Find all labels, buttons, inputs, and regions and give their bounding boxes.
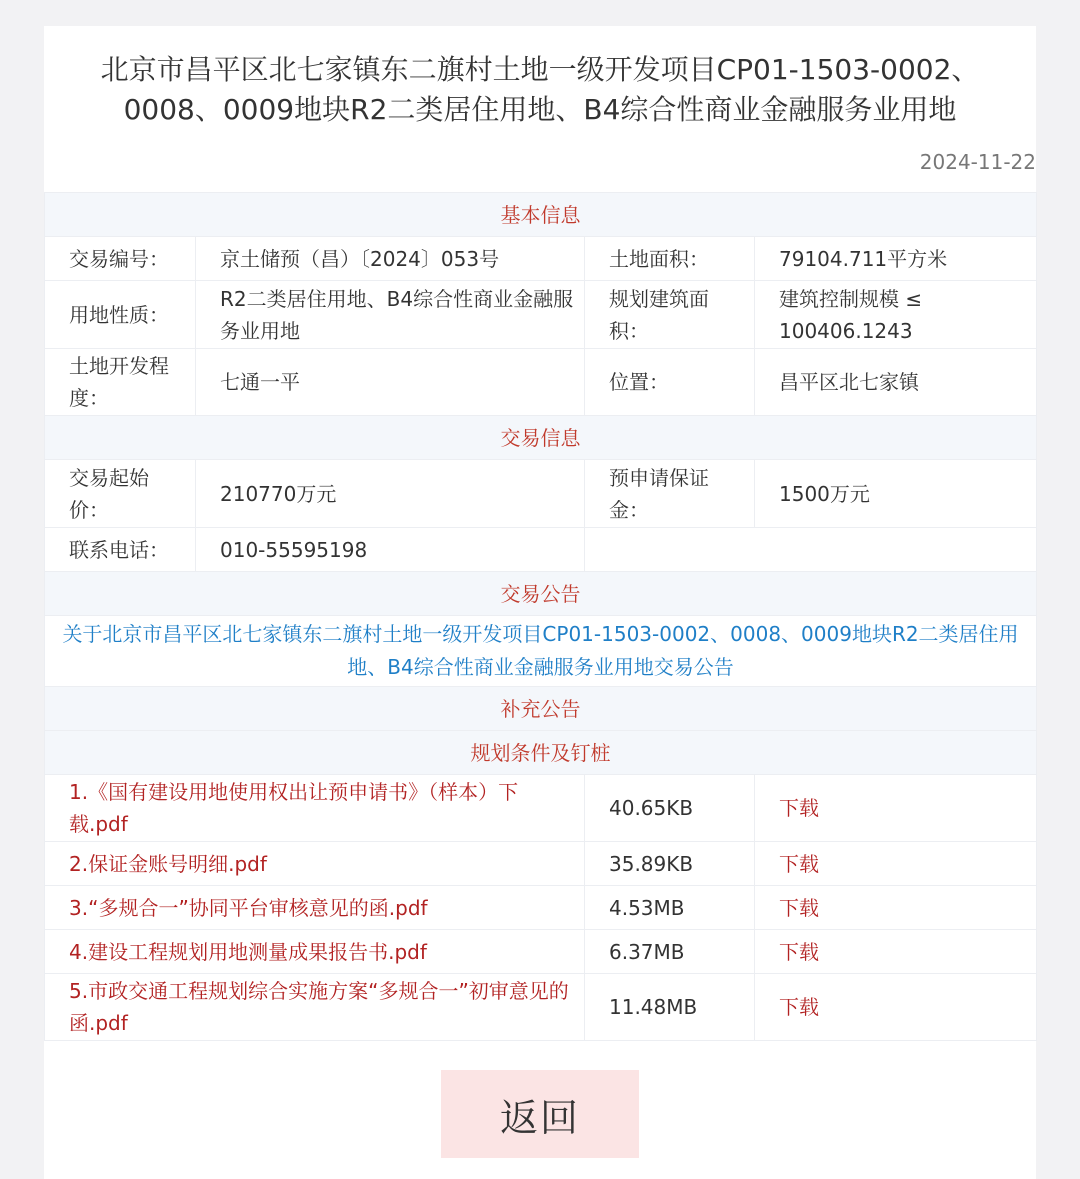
file-size: 11.48MB <box>585 974 755 1041</box>
deposit-label: 预申请保证金： <box>585 460 755 528</box>
file-size: 40.65KB <box>585 775 755 842</box>
area-label: 土地面积： <box>585 237 755 281</box>
section-supplement <box>45 687 1037 731</box>
build-area-value: 建筑控制规模 ≤ 100406.1243 <box>755 281 1037 349</box>
location-value: 昌平区北七家镇 <box>755 349 1037 416</box>
usage-label: 用地性质： <box>45 281 196 349</box>
deposit-value: 1500万元 <box>755 460 1037 528</box>
table-row <box>45 349 1037 416</box>
notice-link[interactable]: 关于北京市昌平区北七家镇东二旗村土地一级开发项目CP01-1503-0002、0008、0009地块R2二类居住用地、B4综合性商业金融服务业用地交易公告 <box>45 616 1037 687</box>
trade-no-value: 京土储预（昌）〔2024〕053号 <box>196 237 585 281</box>
file-row <box>45 842 1037 886</box>
section-basic <box>45 193 1037 237</box>
file-name[interactable]: 4.建设工程规划用地测量成果报告书.pdf <box>45 930 585 974</box>
table-row <box>45 281 1037 349</box>
empty-cell <box>585 528 1037 572</box>
file-size: 4.53MB <box>585 886 755 930</box>
section-notice <box>45 572 1037 616</box>
table-row <box>45 460 1037 528</box>
page-title: 北京市昌平区北七家镇东二旗村土地一级开发项目CP01-1503-0002、0008、0009地块R2二类居住用地、B4综合性商业金融服务业用地 <box>100 53 980 126</box>
trade-no-label: 交易编号： <box>45 237 196 281</box>
table-row <box>45 616 1037 687</box>
file-name[interactable]: 3.“多规合一”协同平台审核意见的函.pdf <box>45 886 585 930</box>
phone-value: 010-55595198 <box>196 528 585 572</box>
download-link[interactable]: 下载 <box>755 842 1037 886</box>
section-planning <box>45 731 1037 775</box>
dev-level-label: 土地开发程度： <box>45 349 196 416</box>
download-link[interactable]: 下载 <box>755 974 1037 1041</box>
section-title-trade: 交易信息 <box>45 416 1037 460</box>
start-price-label: 交易起始价： <box>45 460 196 528</box>
table-row <box>45 237 1037 281</box>
area-value: 79104.711平方米 <box>755 237 1037 281</box>
usage-value: R2二类居住用地、B4综合性商业金融服务业用地 <box>196 281 585 349</box>
download-link[interactable]: 下载 <box>755 930 1037 974</box>
detail-card <box>44 26 1036 1179</box>
download-link[interactable]: 下载 <box>755 886 1037 930</box>
file-row <box>45 775 1037 842</box>
publish-date: 2024-11-22 <box>919 150 1036 174</box>
section-title-notice: 交易公告 <box>45 572 1037 616</box>
dev-level-value: 七通一平 <box>196 349 585 416</box>
section-title-supplement: 补充公告 <box>45 687 1037 731</box>
download-link[interactable]: 下载 <box>755 775 1037 842</box>
phone-label: 联系电话： <box>45 528 196 572</box>
file-name[interactable]: 5.市政交通工程规划综合实施方案“多规合一”初审意见的函.pdf <box>45 974 585 1041</box>
section-title-basic: 基本信息 <box>45 193 1037 237</box>
file-size: 6.37MB <box>585 930 755 974</box>
section-trade <box>45 416 1037 460</box>
file-name[interactable]: 2.保证金账号明细.pdf <box>45 842 585 886</box>
info-table <box>44 192 1037 1041</box>
file-size: 35.89KB <box>585 842 755 886</box>
back-button[interactable]: 返回 <box>441 1070 639 1158</box>
table-row <box>45 528 1037 572</box>
location-label: 位置： <box>585 349 755 416</box>
build-area-label: 规划建筑面积： <box>585 281 755 349</box>
section-title-planning: 规划条件及钉桩 <box>45 731 1037 775</box>
file-row <box>45 930 1037 974</box>
file-name[interactable]: 1.《国有建设用地使用权出让预申请书》（样本）下载.pdf <box>45 775 585 842</box>
start-price-value: 210770万元 <box>196 460 585 528</box>
file-row <box>45 886 1037 930</box>
file-row <box>45 974 1037 1041</box>
